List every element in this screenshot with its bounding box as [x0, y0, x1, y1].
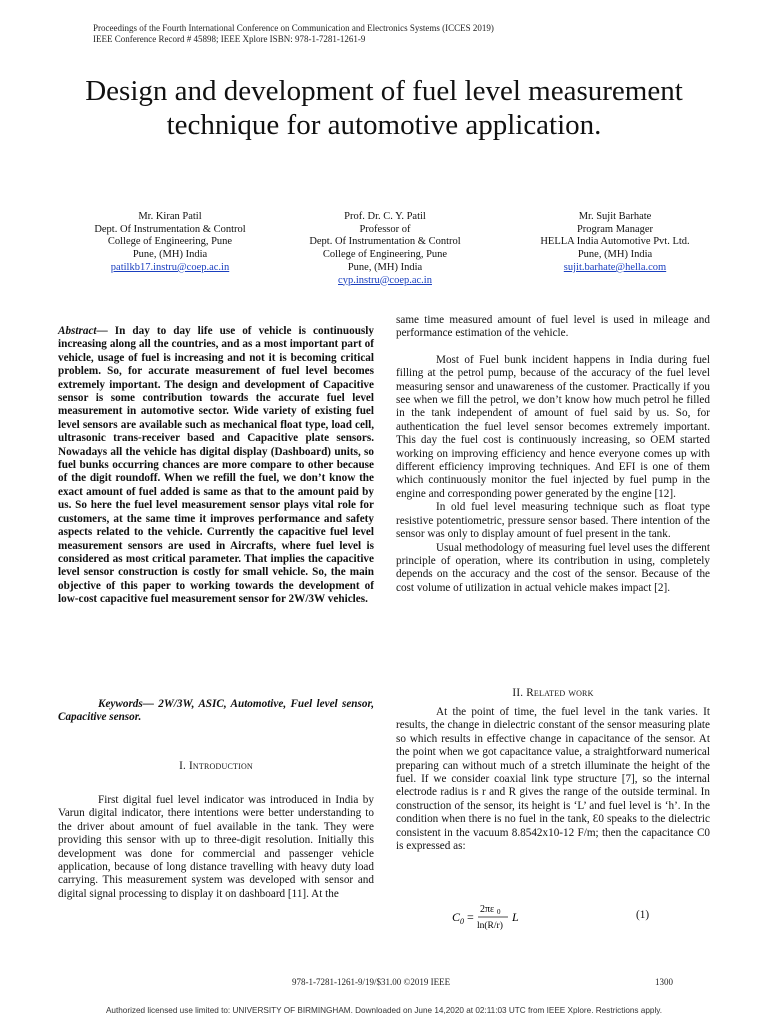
related-work-paragraph: At the point of time, the fuel level in the tank varies. It results, the change in dielectric constant of the sensor measuring plate so which results in effective change in capacitance of the sensor. At the point when we got capacitance value, a straightforward numerical preparing can without much of a stretch illuminate the height of the fuel. If we consider coaxial link type structure [7], so the internal electrode radius is r and R gives the range of the outside terminal. In construction of the sensor, its height is ‘L’ and fuel level is ‘h’. In the condition when there is no fuel in the tank, Ɛ0 speaks to the dielectric consistent in the vacuum 8.8542x10-12 F/m; then the capacitance C0 is expressed as:: [396, 706, 710, 853]
author-title: Professor of: [359, 223, 411, 235]
equation-1-figure: [450, 898, 540, 934]
keywords: [58, 698, 374, 725]
related-work-body: [396, 706, 710, 853]
equation-denominator: ln(R/r): [477, 921, 503, 931]
author-affiliation: College of Engineering, Pune: [322, 249, 448, 261]
body-paragraph: Most of Fuel bunk incident happens in India during fuel filling at the petrol pump, because of the accuracy of the fuel level measuring sensor and unawareness of the customer. Practically if you see when we fill the petrol, we don’t know how much petrol he filled in the tank independent of amount of fuel said by us. So, for authentication the fuel level sensor becomes extremely important. This day the fuel cost is continuously increasing, so OEM started working on improving efficiency and hence everyone comes up with different efficiency improving techniques. And EFI is one of them which continuously monitor the fuel injected by fuel pump in the engine and corresponding power generated by the engine [12].: [396, 353, 710, 500]
author-title: Program Manager: [576, 223, 654, 235]
abstract-label: Abstract: [58, 325, 97, 337]
author-name: Prof. Dr. C. Y. Patil: [344, 211, 426, 222]
abstract-text: — In day to day life use of vehicle is continuously increasing along all the countries, and as a most important part of vehicle, usage of fuel is increasing and not it is becoming critical problem. So, for accurate measurement of fuel level becomes extremely important. The design and development of Capacitive sensor is some contribution towards the accurate fuel level measurement in automotive sector. Wide variety of existing fuel level sensors are available such as mechanical float type, load cell, ultrasonic trans-receiver based and Capacitive plate sensors. Nowadays all the vehicle has digital display (Dashboard) units, so fuel bunks occurring chances are more compare to other because of the digit roundoff. When we refill the fuel, we don’t know the exact amount of fuel added is same as that to the amount paid by us. So here the fuel level measurement sensor plays vital role for customers, at the same time it improves performance and safety aspects related to the vehicle. Currently the capacitive fuel level measurement sensors are used in Aircrafts, where fuel level is considered as most critical parameter. That implies the capacitive level sensor construction is costly for small vehicle. So, the main objective of this paper to working towards the development of low-cost capacitive fuel measurement sensor for 2W/3W vehicles.: [58, 325, 374, 606]
author-location: Pune, (MH) India: [132, 249, 208, 261]
author-affiliation: HELLA India Automotive Pvt. Ltd.: [540, 236, 690, 248]
right-column-body: [396, 314, 710, 595]
equation-c0-symbol: C: [452, 910, 461, 924]
paper-title-line1: Design and development of fuel level measurement: [85, 75, 683, 107]
equation-c0-subscript: 0: [460, 917, 464, 926]
author-block-3: [500, 211, 730, 275]
equation-numerator: 2πε: [480, 904, 495, 915]
body-paragraph: same time measured amount of fuel level is used in mileage and performance estimation of the vehicle.: [396, 314, 710, 340]
equation-equals-sign: =: [467, 910, 474, 924]
author-email-link[interactable]: patilkb17.instru@coep.ac.in: [110, 261, 230, 273]
paper-title: [0, 74, 768, 142]
abstract-paragraph: [58, 325, 374, 607]
equation-number: (1): [636, 909, 650, 921]
body-paragraph: In old fuel level measuring technique such as float type resistive potentiometric, pressure sensor based. There intention of the sensor was only to display amount of fuel present in the tank.: [396, 501, 710, 541]
license-notice: Authorized licensed use limited to: UNIVERSITY OF BIRMINGHAM. Downloaded on June 14,2020 at 02:11:03 UTC from IEEE Xplore. Restrictions apply.: [105, 1006, 663, 1015]
paper-title-line2: technique for automotive application.: [166, 109, 602, 141]
author-location: Pune, (MH) India: [347, 261, 423, 273]
section-heading-related-work: II. Related work: [512, 687, 594, 699]
keywords-text: Keywords— 2W/3W, ASIC, Automotive, Fuel level sensor, Capacitive sensor.: [58, 698, 374, 724]
conference-header: [93, 23, 494, 45]
author-name: Mr. Sujit Barhate: [578, 211, 652, 222]
author-name: Mr. Kiran Patil: [138, 211, 202, 222]
section-heading-introduction: I. Introduction: [179, 760, 253, 772]
introduction-body: [58, 794, 374, 901]
footer-isbn: 978-1-7281-1261-9/19/$31.00 ©2019 IEEE: [292, 977, 451, 987]
abstract: [58, 325, 374, 607]
author-block-1: [55, 211, 285, 275]
author-affiliation: Dept. Of Instrumentation & Control: [94, 223, 246, 235]
footer-page-number: 1300: [655, 977, 673, 987]
author-email-link[interactable]: sujit.barhate@hella.com: [563, 261, 667, 273]
body-paragraph: Usual methodology of measuring fuel level uses the different principle of operation, where its contribution in using, completely depends on the accuracy and the cost of the sensor. Because of the cost volume of utilization in actual vehicle makes impact [2].: [396, 541, 710, 594]
equation-length-symbol: L: [512, 910, 519, 924]
author-block-2: [270, 211, 500, 287]
introduction-paragraph: First digital fuel level indicator was introduced in India by Varun digital indicator, there intentions were better understanding to the driver about amount of fuel available in the tank. They were providing this sensor with up to three-digit resolution. Initially this development was done for commercial and passenger vehicle application, because of long distance travelling with heavy duty load carrying. This measurement system was developed with sensor and digital signal processing to display it on dashboard [11]. At the: [58, 794, 374, 900]
author-affiliation: College of Engineering, Pune: [107, 236, 233, 248]
author-email-link[interactable]: cyp.instru@coep.ac.in: [338, 274, 432, 286]
conference-header-line2: IEEE Conference Record # 45898; IEEE Xplore ISBN: 978-1-7281-1261-9: [93, 34, 366, 44]
equation-numerator-subscript: 0: [497, 908, 501, 916]
author-location: Pune, (MH) India: [577, 249, 653, 261]
author-affiliation: Dept. Of Instrumentation & Control: [309, 236, 461, 248]
conference-header-line1: Proceedings of the Fourth International Conference on Communication and Electronics Systems (ICCES 2019): [93, 23, 494, 33]
